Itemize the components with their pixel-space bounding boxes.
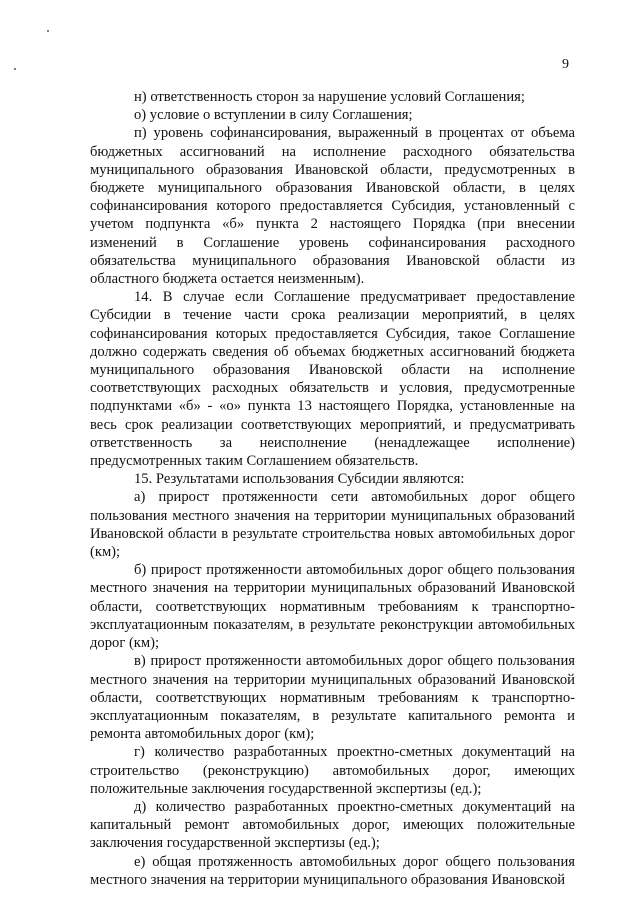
page-number: 9 [562,57,569,72]
paragraph-15-b: б) прирост протяженности автомобильных дорог общего пользования местного значения на территории муниципальных образований Ивановской области, соответствующих нормативным требованиям к транспортно-эксплуатационным показателям, в результате реконструкции автомобильных дорог (км); [90,562,575,652]
paragraph-15-g: г) количество разработанных проектно-сметных документаций на строительство (реконструкцию) автомобильных дорог, имеющих положительные заключения государственной экспертизы (ед.); [90,744,575,797]
scan-speck [14,68,16,70]
paragraph-15-e: е) общая протяженность автомобильных дорог общего пользования местного значения на территории муниципального образования Ивановской [90,853,575,888]
document-body [90,88,575,889]
paragraph-15-d: д) количество разработанных проектно-сметных документаций на капитальный ремонт автомобильных дорог, имеющих положительные заключения государственной экспертизы (ед.); [90,798,575,852]
paragraph-14: 14. В случае если Соглашение предусматривает предоставление Субсидии в течение части срока реализации мероприятий, в целях софинансирования которых предоставляется Субсидия, такое Соглашение должно содержать сведения об объемах бюджетных ассигнований бюджета муниципального образования Ивановской области на исполнение соответствующих расходных обязательств и условия, предусмотренные подпунктами «б» - «о» пункта 13 настоящего Порядка, установленные на весь срок реализации соответствующих мероприятий, и предусматривать ответственность за неисполнение (ненадлежащее исполнение) предусмотренных таким Соглашением обязательств. [90,289,575,470]
paragraph-o: о) условие о вступлении в силу Соглашения; [134,107,413,124]
paragraph-15-a: а) прирост протяженности сети автомобильных дорог общего пользования местного значения на территории муниципальных образований Ивановской области в результате строительства новых автомобильных дорог (км); [90,489,575,561]
paragraph-p: п) уровень софинансирования, выраженный в процентах от объема бюджетных ассигнований на исполнение расходного обязательства муниципального образования Ивановской области, предусмотренных в бюджете муниципального образования Ивановской области, в целях софинансирования которого предоставляется Субсидия, установленный с учетом подпункта «б» пункта 2 настоящего Порядка (при внесении изменений в Соглашение уровень софинансирования расходного обязательства муниципального образования Ивановской области из областного бюджета остается неизменным). [90,125,575,288]
scan-speck [47,30,49,32]
paragraph-n: н) ответственность сторон за нарушение условий Соглашения; [134,89,525,105]
paragraph-15-v: в) прирост протяженности автомобильных дорог общего пользования местного значения на территории муниципальных образований Ивановской области, соответствующих нормативным требованиям к транспортно-эксплуатационным показателям, в результате капитального ремонта и ремонта автомобильных дорог (км); [90,653,575,743]
paragraph-15: 15. Результатами использования Субсидии являются: [134,471,465,488]
